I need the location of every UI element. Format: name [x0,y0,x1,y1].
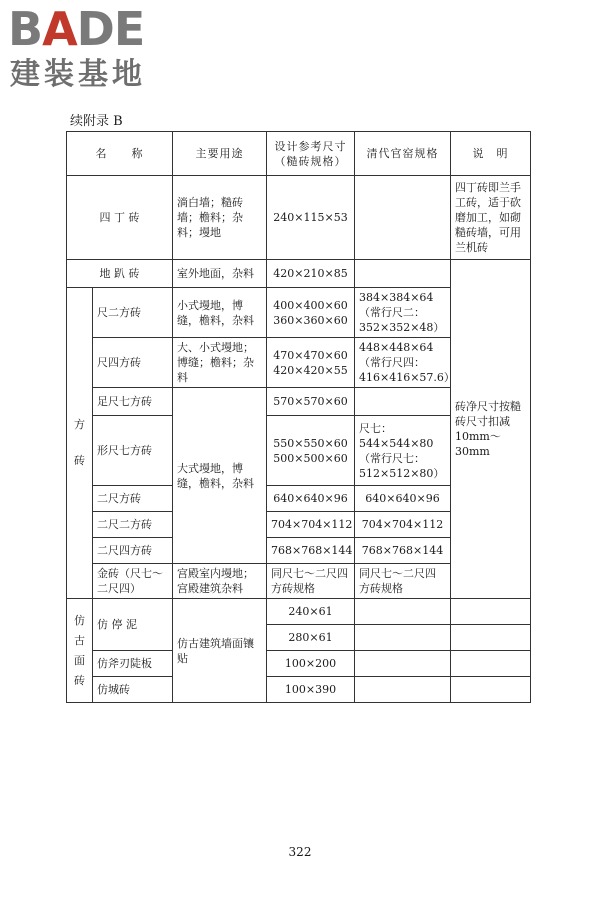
header-name: 名 称 [67,132,173,176]
table-row [67,176,531,260]
name-cell: 金砖（尺七～二尺四） [93,564,173,599]
qing-cell [355,388,451,416]
table-caption: 续附录 B [70,114,123,129]
qing-cell: 448×448×64 （常行尺四： 416×416×57.6） [355,338,451,388]
size-cell: 240×61 [267,599,355,625]
qing-cell [355,677,451,703]
name-cell: 仿城砖 [93,677,173,703]
qing-cell: 384×384×64 （常行尺二： 352×352×48） [355,288,451,338]
qing-cell [355,625,451,651]
table-row [67,599,531,625]
qing-cell [355,599,451,625]
name-cell: 形尺七方砖 [93,416,173,486]
qing-cell: 尺七： 544×544×80 （常行尺七： 512×512×80） [355,416,451,486]
qing-cell: 同尺七～二尺四方砖规格 [355,564,451,599]
use-cell: 小式墁地，博缝，檐料，杂料 [173,288,267,338]
name-cell: 地 趴 砖 [67,260,173,288]
header-size: 设计参考尺寸 （糙砖规格） [267,132,355,176]
publisher-logo [8,2,178,102]
page-number: 322 [288,845,312,859]
note-cell [451,625,531,651]
fang-note-cell: 砖净尺寸按糙砖尺寸扣减 10mm～30mm [451,260,531,599]
size-cell: 同尺七～二尺四方砖规格 [267,564,355,599]
name-cell: 二尺四方砖 [93,538,173,564]
name-cell: 二尺二方砖 [93,512,173,538]
table-row [67,651,531,677]
use-cell: 宫殿室内墁地；宫殿建筑杂料 [173,564,267,599]
name-cell: 仿 停 泥 [93,599,173,651]
size-cell: 420×210×85 [267,260,355,288]
size-cell: 240×115×53 [267,176,355,260]
note-cell [451,677,531,703]
group-fang-label: 方 砖 [67,288,93,599]
name-cell: 二尺方砖 [93,486,173,512]
group-fanggu-label: 仿 古 面 砖 [67,599,93,703]
use-cell-fanggu: 仿古建筑墙面镶贴 [173,599,267,703]
qing-cell: 640×640×96 [355,486,451,512]
header-use: 主要用途 [173,132,267,176]
size-cell: 570×570×60 [267,388,355,416]
appendix-table [66,131,531,703]
size-cell: 550×550×60 500×500×60 [267,416,355,486]
size-cell: 400×400×60 360×360×60 [267,288,355,338]
name-cell: 仿斧刃陡板 [93,651,173,677]
header-note: 说 明 [451,132,531,176]
size-cell: 640×640×96 [267,486,355,512]
table-row [67,677,531,703]
logo-wordmark: BADE [8,2,145,56]
size-cell: 704×704×112 [267,512,355,538]
note-cell [451,651,531,677]
qing-cell [355,176,451,260]
logo-chinese-name: 建装基地 [10,57,146,92]
note-cell [451,599,531,625]
name-cell: 四 丁 砖 [67,176,173,260]
size-cell: 100×200 [267,651,355,677]
use-cell: 室外地面，杂料 [173,260,267,288]
use-cell-dashi: 大式墁地，博缝，檐料，杂料 [173,388,267,564]
name-cell: 尺四方砖 [93,338,173,388]
use-cell: 大、小式墁地；博缝；檐料；杂料 [173,338,267,388]
header-qing: 清代官窑规格 [355,132,451,176]
name-cell: 足尺七方砖 [93,388,173,416]
qing-cell: 768×768×144 [355,538,451,564]
header-row [67,132,531,176]
size-cell: 280×61 [267,625,355,651]
table-row [67,260,531,288]
qing-cell [355,260,451,288]
note-cell: 四丁砖即兰手工砖，适于砍磨加工，如砌糙砖墙，可用兰机砖 [451,176,531,260]
qing-cell [355,651,451,677]
size-cell: 470×470×60 420×420×55 [267,338,355,388]
size-cell: 768×768×144 [267,538,355,564]
size-cell: 100×390 [267,677,355,703]
name-cell: 尺二方砖 [93,288,173,338]
qing-cell: 704×704×112 [355,512,451,538]
use-cell: 淌白墙；糙砖墙；檐料；杂料；墁地 [173,176,267,260]
